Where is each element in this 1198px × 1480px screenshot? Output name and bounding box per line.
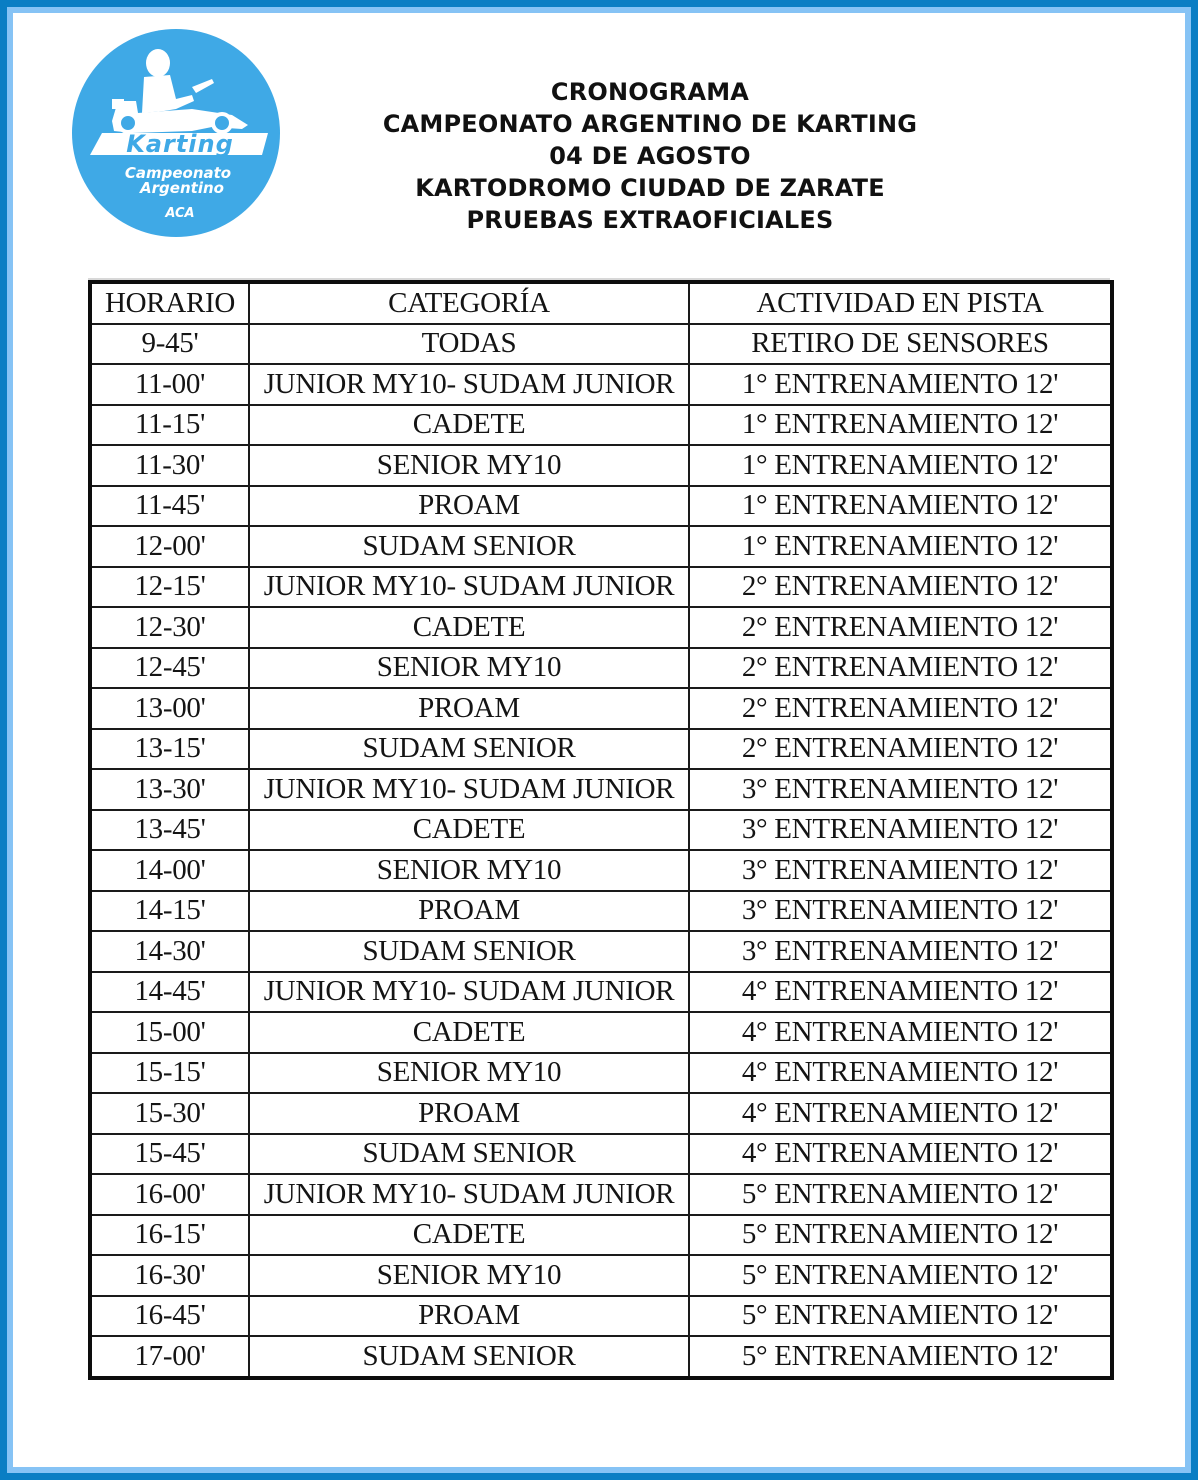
cell-horario: 11-45' [90, 486, 249, 527]
cell-categoria: CADETE [249, 607, 689, 648]
cell-actividad: 3° ENTRENAMIENTO 12' [689, 769, 1112, 810]
cell-categoria: PROAM [249, 1093, 689, 1134]
cell-actividad: 1° ENTRENAMIENTO 12' [689, 445, 1112, 486]
cell-categoria: JUNIOR MY10- SUDAM JUNIOR [249, 1174, 689, 1215]
cell-horario: 12-15' [90, 567, 249, 608]
table-row [90, 1174, 1112, 1215]
cell-actividad: 4° ENTRENAMIENTO 12' [689, 1053, 1112, 1094]
cell-categoria: CADETE [249, 1215, 689, 1256]
table-row [90, 1336, 1112, 1378]
table-row [90, 810, 1112, 851]
header-date: 04 DE AGOSTO [549, 142, 751, 170]
cell-actividad: 2° ENTRENAMIENTO 12' [689, 729, 1112, 770]
cell-actividad: 1° ENTRENAMIENTO 12' [689, 526, 1112, 567]
cell-categoria: SUDAM SENIOR [249, 729, 689, 770]
column-header-categoria: CATEGORÍA [249, 282, 689, 324]
table-row [90, 567, 1112, 608]
table-row [90, 1053, 1112, 1094]
table-row [90, 1093, 1112, 1134]
cell-categoria: PROAM [249, 1296, 689, 1337]
cell-actividad: RETIRO DE SENSORES [689, 324, 1112, 365]
cell-categoria: SUDAM SENIOR [249, 526, 689, 567]
logo-line-campeonato: Campeonato [124, 164, 232, 182]
cell-actividad: 2° ENTRENAMIENTO 12' [689, 688, 1112, 729]
cell-categoria: JUNIOR MY10- SUDAM JUNIOR [249, 972, 689, 1013]
cell-horario: 15-45' [90, 1134, 249, 1175]
cell-actividad: 4° ENTRENAMIENTO 12' [689, 1134, 1112, 1175]
cell-horario: 16-30' [90, 1255, 249, 1296]
cell-actividad: 1° ENTRENAMIENTO 12' [689, 405, 1112, 446]
cell-categoria: SUDAM SENIOR [249, 1336, 689, 1378]
cell-categoria: SUDAM SENIOR [249, 931, 689, 972]
cell-actividad: 2° ENTRENAMIENTO 12' [689, 567, 1112, 608]
table-row [90, 688, 1112, 729]
column-header-actividad: ACTIVIDAD EN PISTA [689, 282, 1112, 324]
table-row [90, 1255, 1112, 1296]
cell-categoria: TODAS [249, 324, 689, 365]
cell-categoria: PROAM [249, 891, 689, 932]
header-subtitle: PRUEBAS EXTRAOFICIALES [466, 206, 834, 234]
table-row [90, 526, 1112, 567]
document-header [340, 76, 960, 236]
table-row [90, 1296, 1112, 1337]
table-row [90, 1215, 1112, 1256]
cell-horario: 13-30' [90, 769, 249, 810]
cell-categoria: SENIOR MY10 [249, 648, 689, 689]
cell-horario: 14-45' [90, 972, 249, 1013]
header-title: CRONOGRAMA [550, 78, 750, 106]
cell-horario: 13-15' [90, 729, 249, 770]
cell-actividad: 3° ENTRENAMIENTO 12' [689, 931, 1112, 972]
cell-horario: 17-00' [90, 1336, 249, 1378]
cell-categoria: SENIOR MY10 [249, 850, 689, 891]
table-row [90, 1134, 1112, 1175]
cell-categoria: SENIOR MY10 [249, 1255, 689, 1296]
table-row [90, 769, 1112, 810]
table-row [90, 486, 1112, 527]
cell-actividad: 1° ENTRENAMIENTO 12' [689, 364, 1112, 405]
logo-wordmark: Karting [126, 130, 234, 158]
cell-categoria: SENIOR MY10 [249, 445, 689, 486]
cell-actividad: 3° ENTRENAMIENTO 12' [689, 891, 1112, 932]
cell-horario: 15-30' [90, 1093, 249, 1134]
table-header-row [90, 282, 1112, 324]
cell-actividad: 5° ENTRENAMIENTO 12' [689, 1255, 1112, 1296]
table-row [90, 729, 1112, 770]
cell-categoria: SENIOR MY10 [249, 1053, 689, 1094]
schedule-table [88, 280, 1114, 1380]
logo-line-argentino: Argentino [140, 179, 224, 197]
cell-categoria: PROAM [249, 486, 689, 527]
cell-actividad: 2° ENTRENAMIENTO 12' [689, 648, 1112, 689]
cell-horario: 16-45' [90, 1296, 249, 1337]
cell-horario: 12-45' [90, 648, 249, 689]
cell-actividad: 4° ENTRENAMIENTO 12' [689, 1093, 1112, 1134]
cell-horario: 11-00' [90, 364, 249, 405]
cell-horario: 15-15' [90, 1053, 249, 1094]
cell-horario: 13-45' [90, 810, 249, 851]
cell-categoria: SUDAM SENIOR [249, 1134, 689, 1175]
cell-categoria: JUNIOR MY10- SUDAM JUNIOR [249, 769, 689, 810]
cell-horario: 14-00' [90, 850, 249, 891]
cell-horario: 16-00' [90, 1174, 249, 1215]
cell-horario: 14-30' [90, 931, 249, 972]
cell-categoria: PROAM [249, 688, 689, 729]
cell-actividad: 4° ENTRENAMIENTO 12' [689, 972, 1112, 1013]
cell-horario: 11-30' [90, 445, 249, 486]
table-row [90, 324, 1112, 365]
aca-logo-icon: ACA [165, 206, 195, 221]
cell-categoria: JUNIOR MY10- SUDAM JUNIOR [249, 567, 689, 608]
table-row [90, 1012, 1112, 1053]
table-row [90, 931, 1112, 972]
cell-actividad: 3° ENTRENAMIENTO 12' [689, 810, 1112, 851]
karting-logo [72, 29, 280, 237]
header-venue: KARTODROMO CIUDAD DE ZARATE [415, 174, 885, 202]
cell-actividad: 4° ENTRENAMIENTO 12' [689, 1012, 1112, 1053]
cell-horario: 14-15' [90, 891, 249, 932]
schedule-body [90, 324, 1112, 1378]
cell-horario: 15-00' [90, 1012, 249, 1053]
cell-categoria: CADETE [249, 1012, 689, 1053]
cell-actividad: 5° ENTRENAMIENTO 12' [689, 1296, 1112, 1337]
cell-actividad: 3° ENTRENAMIENTO 12' [689, 850, 1112, 891]
cell-horario: 13-00' [90, 688, 249, 729]
table-row [90, 607, 1112, 648]
cell-actividad: 5° ENTRENAMIENTO 12' [689, 1174, 1112, 1215]
karting-wordmark [90, 130, 268, 158]
table-row [90, 972, 1112, 1013]
cell-horario: 16-15' [90, 1215, 249, 1256]
cell-actividad: 1° ENTRENAMIENTO 12' [689, 486, 1112, 527]
cell-actividad: 5° ENTRENAMIENTO 12' [689, 1336, 1112, 1378]
table-row [90, 445, 1112, 486]
column-header-horario: HORARIO [90, 282, 249, 324]
cell-horario: 12-00' [90, 526, 249, 567]
header-championship: CAMPEONATO ARGENTINO DE KARTING [382, 110, 918, 138]
table-row [90, 364, 1112, 405]
table-row [90, 405, 1112, 446]
table-row [90, 850, 1112, 891]
table-row [90, 891, 1112, 932]
schedule-table-container [88, 280, 1110, 1380]
cell-categoria: CADETE [249, 405, 689, 446]
cell-horario: 9-45' [90, 324, 249, 365]
cell-horario: 11-15' [90, 405, 249, 446]
cell-actividad: 2° ENTRENAMIENTO 12' [689, 607, 1112, 648]
table-row [90, 648, 1112, 689]
cell-categoria: JUNIOR MY10- SUDAM JUNIOR [249, 364, 689, 405]
cell-actividad: 5° ENTRENAMIENTO 12' [689, 1215, 1112, 1256]
cell-categoria: CADETE [249, 810, 689, 851]
cell-horario: 12-30' [90, 607, 249, 648]
